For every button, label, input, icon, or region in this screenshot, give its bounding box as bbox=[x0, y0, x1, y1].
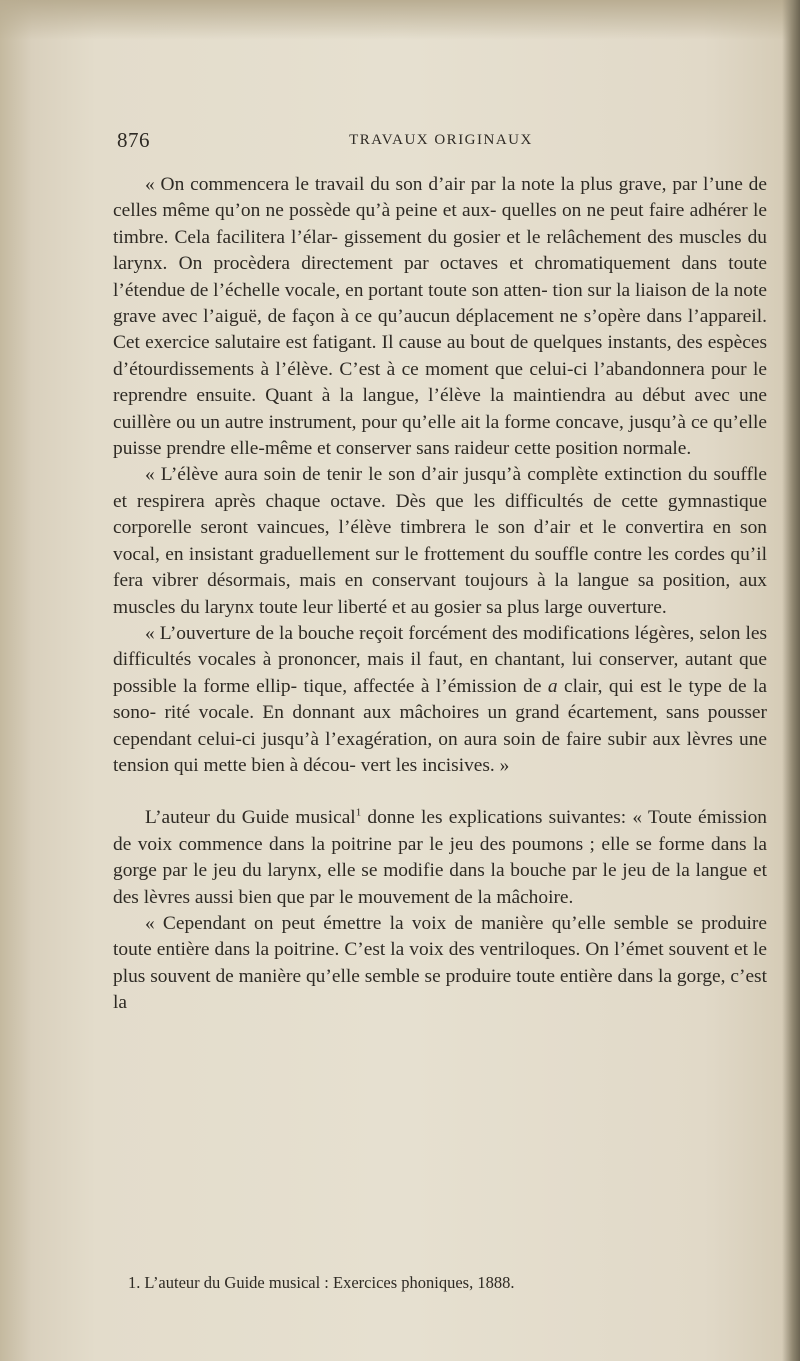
page-header bbox=[117, 128, 765, 158]
paragraph-text: clair, qui est le type de la sono- rité vocale. En donnant aux mâchoires un grand écartement, sans pousser cependant celui-ci jusqu’à l’exagération, on aura soin de faire subir aux lèvres une tension qui mette bien à décou- vert les incisives. » bbox=[113, 675, 767, 776]
paragraph: « Cependant on peut émettre la voix de manière qu’elle semble se produire toute entière dans la poitrine. C’est la voix des ventriloques. On l’émet souvent et le plus souvent de manière qu’elle semble se produire toute entière dans la gorge, c’est la bbox=[113, 912, 767, 1014]
paragraph-text: donne les explications suivantes: « Toute émission de voix commence dans la poitrine par le jeu des poumons ; elle se forme dans la gorge par le jeu du larynx, elle se modifie dans la bouche par le jeu de la langue et des lèvres aussi bien que par le mouvement de la mâchoire. bbox=[113, 807, 767, 908]
page-number: 876 bbox=[117, 128, 150, 152]
body-text bbox=[113, 172, 767, 1017]
paragraph bbox=[113, 805, 767, 911]
paragraph bbox=[113, 621, 767, 779]
footnote bbox=[128, 1272, 768, 1294]
footnote-reference: 1 bbox=[355, 806, 362, 819]
page-top-shadow bbox=[0, 0, 800, 40]
paragraph: « L’élève aura soin de tenir le son d’air jusqu’à complète extinction du souffle et respirera après chaque octave. Dès que les difficultés de cette gymnastique corporelle seront vaincues, l’élève timbrera le son d’air et le convertira en son vocal, en insistant graduellement sur le frottement du souffle contre les cordes qu’il fera vibrer désormais, mais en conservant toujours à la langue sa position, aux muscles du larynx toute leur liberté et au gosier sa plus large ouverture. bbox=[113, 464, 767, 618]
footnote-number: 1. bbox=[128, 1273, 141, 1292]
paragraph-text: « L’ouverture de la bouche reçoit forcément des modifications légères, selon les difficultés vocales à prononcer, mais il faut, en chantant, lui conserver, autant que possible la forme ellip- tique, affectée à l’émission de bbox=[113, 622, 767, 697]
italic-vowel: a bbox=[547, 675, 558, 697]
running-title: TRAVAUX ORIGINAUX bbox=[349, 132, 533, 148]
paragraph-text: L’auteur du Guide musical bbox=[145, 807, 356, 829]
paragraph: « On commencera le travail du son d’air par la note la plus grave, par l’une de celles même qu’on ne possède qu’à peine et aux- quelles on ne peut faire adhérer le timbre. Cela facilitera l’élar- gissement du gosier et le relâchement des muscles du larynx. On procèdera directement par octaves et chromatiquement dans toute l’étendue de l’échelle vocale, en portant toute son atten- tion sur la liaison de la note grave avec l’aiguë, de façon à ce qu’aucun déplacement ne s’opère dans l’appareil. Cet exercice salutaire est fatigant. Il cause au bout de quelques instants, des espèces d’étourdissements à l’élève. C’est à ce moment que celui-ci l’abandonnera pour le reprendre ensuite. Quant à la langue, l’élève la maintiendra au début avec une cuillère ou un autre instrument, pour qu’elle ait la forme concave, jusqu’à ce qu’elle puisse prendre elle-même et conserver sans raideur cette position normale. bbox=[113, 174, 767, 460]
page-binding-edge bbox=[782, 0, 800, 1361]
footnote-text: L’auteur du Guide musical : Exercices phoniques, 1888. bbox=[144, 1273, 515, 1292]
